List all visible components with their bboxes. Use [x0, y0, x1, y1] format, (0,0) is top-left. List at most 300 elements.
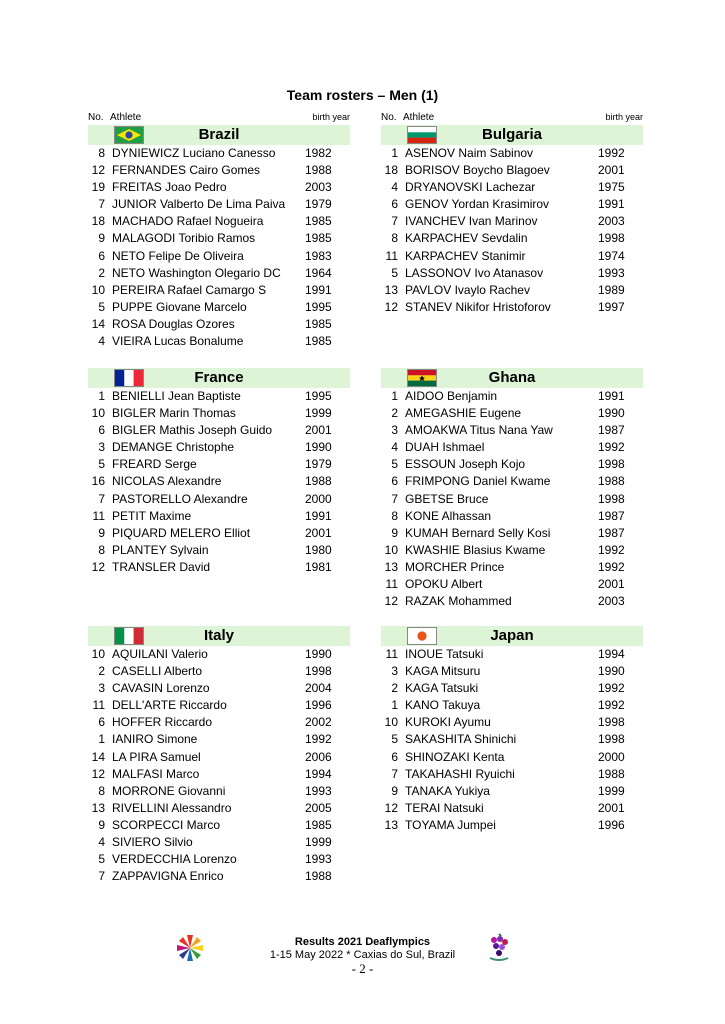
header-no: No. — [381, 112, 397, 123]
player-row — [88, 316, 350, 333]
player-row — [381, 405, 643, 422]
player-row — [88, 265, 350, 282]
player-row — [381, 299, 643, 316]
player-birth-year: 1979 — [305, 197, 332, 212]
player-birth-year: 1988 — [305, 163, 332, 178]
player-number: 3 — [391, 423, 398, 438]
player-birth-year: 1990 — [598, 664, 625, 679]
player-birth-year: 2003 — [598, 594, 625, 609]
player-birth-year: 1992 — [598, 440, 625, 455]
player-name: INOUE Tatsuki — [405, 647, 484, 661]
team-roster-ghana — [381, 368, 643, 610]
player-row — [88, 749, 350, 766]
player-number: 12 — [384, 299, 398, 314]
player-name: KUMAH Bernard Selly Kosi — [405, 525, 551, 540]
player-birth-year: 1981 — [305, 559, 332, 574]
player-birth-year: 1988 — [598, 766, 625, 781]
player-birth-year: 1985 — [305, 334, 332, 349]
player-name: ZAPPAVIGNA Enrico — [112, 869, 224, 884]
player-number: 13 — [91, 800, 105, 815]
player-name: NETO Washington Olegario DC — [112, 265, 281, 280]
player-name: KANO Takuya — [405, 698, 481, 713]
team-header — [88, 125, 350, 145]
player-name: SCORPECCI Marco — [112, 817, 221, 832]
player-birth-year: 1999 — [598, 783, 625, 798]
player-birth-year: 2003 — [598, 214, 625, 229]
team-header — [381, 626, 643, 646]
player-birth-year: 2001 — [305, 525, 332, 540]
player-name: DUAH Ishmael — [405, 440, 485, 455]
player-row — [381, 213, 643, 230]
player-number: 9 — [98, 817, 105, 832]
player-number: 9 — [98, 231, 105, 246]
team-name: Italy — [203, 627, 234, 644]
player-name: DEMANGE Christophe — [112, 440, 235, 455]
player-number: 8 — [98, 783, 105, 798]
team-roster-japan — [381, 626, 643, 834]
player-name: KWASHIE Blasius Kwame — [405, 542, 546, 557]
player-number: 12 — [384, 800, 398, 815]
player-name: MACHADO Rafael Nogueira — [112, 214, 264, 229]
player-birth-year: 1991 — [598, 389, 625, 403]
player-row — [88, 731, 350, 748]
player-name: HOFFER Riccardo — [112, 715, 213, 730]
player-name: IVANCHEV Ivan Marinov — [405, 214, 538, 229]
player-name: KARPACHEV Stanimir — [405, 248, 526, 263]
player-row — [88, 439, 350, 456]
header-birth-year: birth year — [605, 112, 643, 122]
player-name: BIGLER Mathis Joseph Guido — [112, 423, 273, 438]
player-row — [381, 559, 643, 576]
player-name: GENOV Yordan Krasimirov — [405, 197, 550, 212]
column-headers — [88, 112, 350, 125]
player-number: 14 — [91, 749, 105, 764]
player-number: 18 — [384, 163, 398, 178]
player-number: 12 — [91, 766, 105, 781]
player-number: 11 — [92, 508, 105, 523]
player-birth-year: 1995 — [305, 299, 332, 314]
player-row — [381, 731, 643, 748]
player-number: 1 — [98, 732, 105, 747]
player-row — [88, 525, 350, 542]
player-row — [381, 388, 643, 405]
player-name: TOYAMA Jumpei — [405, 817, 496, 832]
player-number: 4 — [391, 440, 398, 455]
player-name: MALAGODI Toribio Ramos — [112, 231, 256, 246]
player-row — [381, 800, 643, 817]
player-number: 5 — [391, 457, 398, 472]
player-birth-year: 1989 — [598, 282, 625, 297]
player-name: FREARD Serge — [112, 457, 197, 472]
player-row — [88, 196, 350, 213]
player-birth-year: 1992 — [598, 698, 625, 713]
player-name: RAZAK Mohammed — [405, 594, 512, 609]
player-number: 11 — [385, 248, 398, 263]
player-name: FRIMPONG Daniel Kwame — [405, 474, 551, 489]
player-row — [381, 282, 643, 299]
player-row — [88, 282, 350, 299]
player-list — [381, 145, 643, 316]
team-header — [381, 125, 643, 145]
player-birth-year: 1985 — [305, 231, 332, 246]
player-number: 18 — [91, 214, 105, 229]
player-name: SHINOZAKI Kenta — [405, 749, 505, 764]
player-number: 11 — [385, 647, 398, 661]
player-birth-year: 1991 — [305, 508, 332, 523]
player-name: PAVLOV Ivaylo Rachev — [405, 282, 530, 297]
player-row — [381, 265, 643, 282]
player-number: 13 — [384, 559, 398, 574]
player-birth-year: 2005 — [305, 800, 332, 815]
player-row — [88, 868, 350, 885]
player-birth-year: 1993 — [598, 265, 625, 280]
player-name: ASENOV Naim Sabinov — [405, 146, 534, 160]
player-birth-year: 2001 — [598, 577, 625, 592]
player-number: 13 — [384, 817, 398, 832]
player-name: MALFASI Marco — [112, 766, 200, 781]
player-list — [88, 646, 350, 885]
player-row — [381, 145, 643, 162]
player-number: 8 — [98, 146, 105, 160]
player-name: TANAKA Yukiya — [405, 783, 490, 798]
player-name: FERNANDES Cairo Gomes — [112, 163, 261, 178]
player-row — [88, 179, 350, 196]
player-birth-year: 1988 — [305, 869, 332, 884]
player-birth-year: 1993 — [305, 783, 332, 798]
player-name: DELL'ARTE Riccardo — [112, 698, 227, 713]
player-name: FREITAS Joao Pedro — [112, 180, 227, 195]
player-name: AIDOO Benjamin — [405, 389, 498, 403]
player-birth-year: 1985 — [305, 214, 332, 229]
player-birth-year: 1994 — [598, 647, 625, 661]
player-birth-year: 1993 — [305, 852, 332, 867]
player-row — [88, 388, 350, 405]
player-name: MORCHER Prince — [405, 559, 505, 574]
player-birth-year: 1998 — [598, 457, 625, 472]
player-birth-year: 1998 — [598, 491, 625, 506]
team-name: Bulgaria — [481, 126, 542, 143]
player-birth-year: 1992 — [305, 732, 332, 747]
player-number: 5 — [391, 732, 398, 747]
player-row — [88, 714, 350, 731]
player-name: PIQUARD MELERO Elliot — [112, 525, 251, 540]
player-birth-year: 2002 — [305, 715, 332, 730]
player-number: 9 — [98, 525, 105, 540]
player-name: PUPPE Giovane Marcelo — [112, 299, 247, 314]
team-name: Japan — [490, 627, 534, 644]
player-row — [88, 248, 350, 265]
player-row — [381, 248, 643, 265]
player-birth-year: 1990 — [305, 647, 332, 661]
player-number: 5 — [98, 299, 105, 314]
player-number: 7 — [391, 766, 398, 781]
player-row — [381, 680, 643, 697]
player-birth-year: 1992 — [598, 559, 625, 574]
player-row — [88, 766, 350, 783]
player-name: IANIRO Simone — [112, 732, 198, 747]
player-number: 9 — [391, 525, 398, 540]
player-number: 6 — [391, 197, 398, 212]
player-birth-year: 1974 — [598, 248, 625, 263]
player-number: 5 — [98, 852, 105, 867]
page-footer — [0, 936, 725, 975]
player-row — [381, 179, 643, 196]
player-name: TRANSLER David — [112, 559, 211, 574]
player-number: 8 — [391, 231, 398, 246]
player-birth-year: 1964 — [305, 265, 332, 280]
team-roster-france — [88, 368, 350, 576]
player-row — [88, 422, 350, 439]
player-birth-year: 1991 — [305, 282, 332, 297]
player-row — [381, 456, 643, 473]
player-birth-year: 1979 — [305, 457, 332, 472]
player-number: 19 — [91, 180, 105, 195]
player-number: 7 — [98, 491, 105, 506]
player-row — [381, 473, 643, 490]
player-number: 5 — [98, 457, 105, 472]
player-birth-year: 1985 — [305, 817, 332, 832]
player-number: 3 — [98, 681, 105, 696]
player-name: AQUILANI Valerio — [112, 647, 208, 661]
player-number: 12 — [384, 594, 398, 609]
player-row — [381, 714, 643, 731]
player-row — [88, 800, 350, 817]
header-athlete: Athlete — [403, 112, 435, 123]
player-number: 10 — [91, 647, 105, 661]
team-roster-italy — [88, 626, 350, 885]
player-row — [88, 213, 350, 230]
player-number: 7 — [391, 214, 398, 229]
player-birth-year: 2003 — [305, 180, 332, 195]
player-birth-year: 1998 — [598, 732, 625, 747]
player-name: CAVASIN Lorenzo — [112, 681, 210, 696]
player-row — [381, 663, 643, 680]
player-list — [88, 388, 350, 576]
player-name: PLANTEY Sylvain — [112, 542, 209, 557]
player-birth-year: 2004 — [305, 681, 332, 696]
player-number: 2 — [391, 681, 398, 696]
player-name: BENIELLI Jean Baptiste — [112, 389, 241, 403]
player-number: 6 — [98, 715, 105, 730]
player-birth-year: 1992 — [598, 146, 625, 160]
player-name: VERDECCHIA Lorenzo — [112, 852, 237, 867]
player-name: OPOKU Albert — [405, 577, 483, 592]
player-name: DRYANOVSKI Lachezar — [405, 180, 536, 195]
footer-event-title: Results 2021 Deaflympics — [294, 936, 431, 948]
footer-event-dates: 1-15 May 2022 * Caxias do Sul, Brazil — [269, 949, 456, 961]
player-birth-year: 1990 — [305, 440, 332, 455]
team-header — [381, 368, 643, 388]
player-name: KUROKI Ayumu — [405, 715, 491, 730]
team-header — [88, 626, 350, 646]
player-number: 7 — [98, 197, 105, 212]
player-birth-year: 2000 — [598, 749, 625, 764]
player-number: 6 — [98, 248, 105, 263]
player-row — [381, 817, 643, 834]
player-row — [88, 491, 350, 508]
player-number: 7 — [391, 491, 398, 506]
player-number: 7 — [98, 869, 105, 884]
player-row — [381, 766, 643, 783]
team-roster-brazil — [88, 112, 350, 350]
player-row — [381, 749, 643, 766]
player-row — [88, 559, 350, 576]
player-name: KARPACHEV Sevdalin — [405, 231, 528, 246]
player-birth-year: 1992 — [598, 681, 625, 696]
player-row — [381, 576, 643, 593]
player-row — [88, 508, 350, 525]
player-number: 12 — [91, 559, 105, 574]
player-birth-year: 1995 — [305, 389, 332, 403]
player-birth-year: 1987 — [598, 525, 625, 540]
player-name: GBETSE Bruce — [405, 491, 489, 506]
player-number: 3 — [391, 664, 398, 679]
player-birth-year: 1983 — [305, 248, 332, 263]
player-birth-year: 1982 — [305, 146, 332, 160]
player-row — [88, 473, 350, 490]
player-birth-year: 1987 — [598, 508, 625, 523]
player-name: CASELLI Alberto — [112, 664, 203, 679]
player-row — [88, 783, 350, 800]
player-number: 11 — [92, 698, 105, 713]
header-no: No. — [88, 112, 104, 123]
player-number: 8 — [98, 542, 105, 557]
player-number: 4 — [98, 835, 105, 850]
player-birth-year: 1990 — [598, 406, 625, 421]
player-name: ESSOUN Joseph Kojo — [405, 457, 526, 472]
player-number: 1 — [98, 389, 105, 403]
page-title: Team rosters – Men (1) — [286, 87, 439, 103]
player-number: 6 — [98, 423, 105, 438]
player-row — [381, 525, 643, 542]
player-number: 9 — [391, 783, 398, 798]
player-birth-year: 1987 — [598, 423, 625, 438]
player-birth-year: 1997 — [598, 299, 625, 314]
player-list — [381, 646, 643, 834]
player-row — [88, 456, 350, 473]
player-name: DYNIEWICZ Luciano Canesso — [112, 146, 276, 160]
player-number: 3 — [98, 440, 105, 455]
player-number: 2 — [391, 406, 398, 421]
player-name: SIVIERO Silvio — [112, 835, 193, 850]
player-number: 14 — [91, 316, 105, 331]
player-row — [381, 491, 643, 508]
player-birth-year: 1998 — [598, 715, 625, 730]
player-birth-year: 1992 — [598, 542, 625, 557]
column-headers — [381, 112, 643, 125]
player-name: PASTORELLO Alexandre — [112, 491, 248, 506]
player-name: ROSA Douglas Ozores — [112, 316, 235, 331]
player-row — [88, 230, 350, 247]
player-row — [381, 697, 643, 714]
player-name: KONE Alhassan — [405, 508, 492, 523]
player-birth-year: 1998 — [305, 664, 332, 679]
player-row — [381, 196, 643, 213]
player-number: 4 — [391, 180, 398, 195]
player-name: KAGA Tatsuki — [405, 681, 479, 696]
player-row — [88, 299, 350, 316]
player-birth-year: 1999 — [305, 406, 332, 421]
player-birth-year: 1991 — [598, 197, 625, 212]
player-row — [88, 542, 350, 559]
player-number: 11 — [385, 577, 398, 592]
player-row — [88, 646, 350, 663]
player-birth-year: 1988 — [598, 474, 625, 489]
player-number: 13 — [384, 282, 398, 297]
player-row — [88, 680, 350, 697]
team-name: Ghana — [488, 369, 536, 386]
player-birth-year: 2006 — [305, 749, 332, 764]
player-birth-year: 2001 — [598, 163, 625, 178]
player-name: AMOAKWA Titus Nana Yaw — [405, 423, 553, 438]
player-number: 16 — [91, 474, 105, 489]
player-birth-year: 1994 — [305, 766, 332, 781]
player-birth-year: 1996 — [305, 698, 332, 713]
player-name: VIEIRA Lucas Bonalume — [112, 334, 244, 349]
player-list — [88, 145, 350, 350]
player-birth-year: 1996 — [598, 817, 625, 832]
player-number: 12 — [91, 163, 105, 178]
header-athlete: Athlete — [110, 112, 142, 123]
team-roster-bulgaria — [381, 112, 643, 316]
player-row — [381, 593, 643, 610]
header-birth-year: birth year — [312, 112, 350, 122]
player-number: 2 — [98, 265, 105, 280]
player-row — [381, 646, 643, 663]
team-name: Brazil — [198, 126, 240, 143]
player-name: PEREIRA Rafael Camargo S — [112, 282, 267, 297]
player-row — [381, 783, 643, 800]
player-birth-year: 1999 — [305, 835, 332, 850]
player-number: 1 — [391, 146, 398, 160]
player-row — [88, 405, 350, 422]
player-number: 6 — [391, 474, 398, 489]
player-name: JUNIOR Valberto De Lima Paiva — [112, 197, 286, 212]
player-name: AMEGASHIE Eugene — [405, 406, 522, 421]
player-row — [381, 162, 643, 179]
player-name: TERAI Natsuki — [405, 800, 484, 815]
player-row — [88, 145, 350, 162]
player-name: BIGLER Marin Thomas — [112, 406, 236, 421]
page-number: - 2 - — [351, 961, 374, 976]
player-name: STANEV Nikifor Hristoforov — [405, 299, 551, 314]
player-birth-year: 1988 — [305, 474, 332, 489]
player-name: PETIT Maxime — [112, 508, 192, 523]
player-birth-year: 1975 — [598, 180, 625, 195]
player-row — [381, 439, 643, 456]
player-birth-year: 1998 — [598, 231, 625, 246]
player-name: KAGA Mitsuru — [405, 664, 481, 679]
player-name: MORRONE Giovanni — [112, 783, 226, 798]
player-row — [381, 422, 643, 439]
player-number: 10 — [91, 406, 105, 421]
player-birth-year: 2001 — [598, 800, 625, 815]
player-row — [88, 697, 350, 714]
player-row — [381, 508, 643, 525]
player-number: 5 — [391, 265, 398, 280]
player-number: 8 — [391, 508, 398, 523]
player-birth-year: 2000 — [305, 491, 332, 506]
player-number: 10 — [384, 542, 398, 557]
team-name: France — [194, 369, 244, 386]
player-name: LASSONOV Ivo Atanasov — [405, 265, 544, 280]
team-header — [88, 368, 350, 388]
player-name: NICOLAS Alexandre — [112, 474, 222, 489]
player-name: TAKAHASHI Ryuichi — [405, 766, 515, 781]
player-row — [88, 834, 350, 851]
player-row — [381, 230, 643, 247]
player-name: NETO Felipe De Oliveira — [112, 248, 244, 263]
